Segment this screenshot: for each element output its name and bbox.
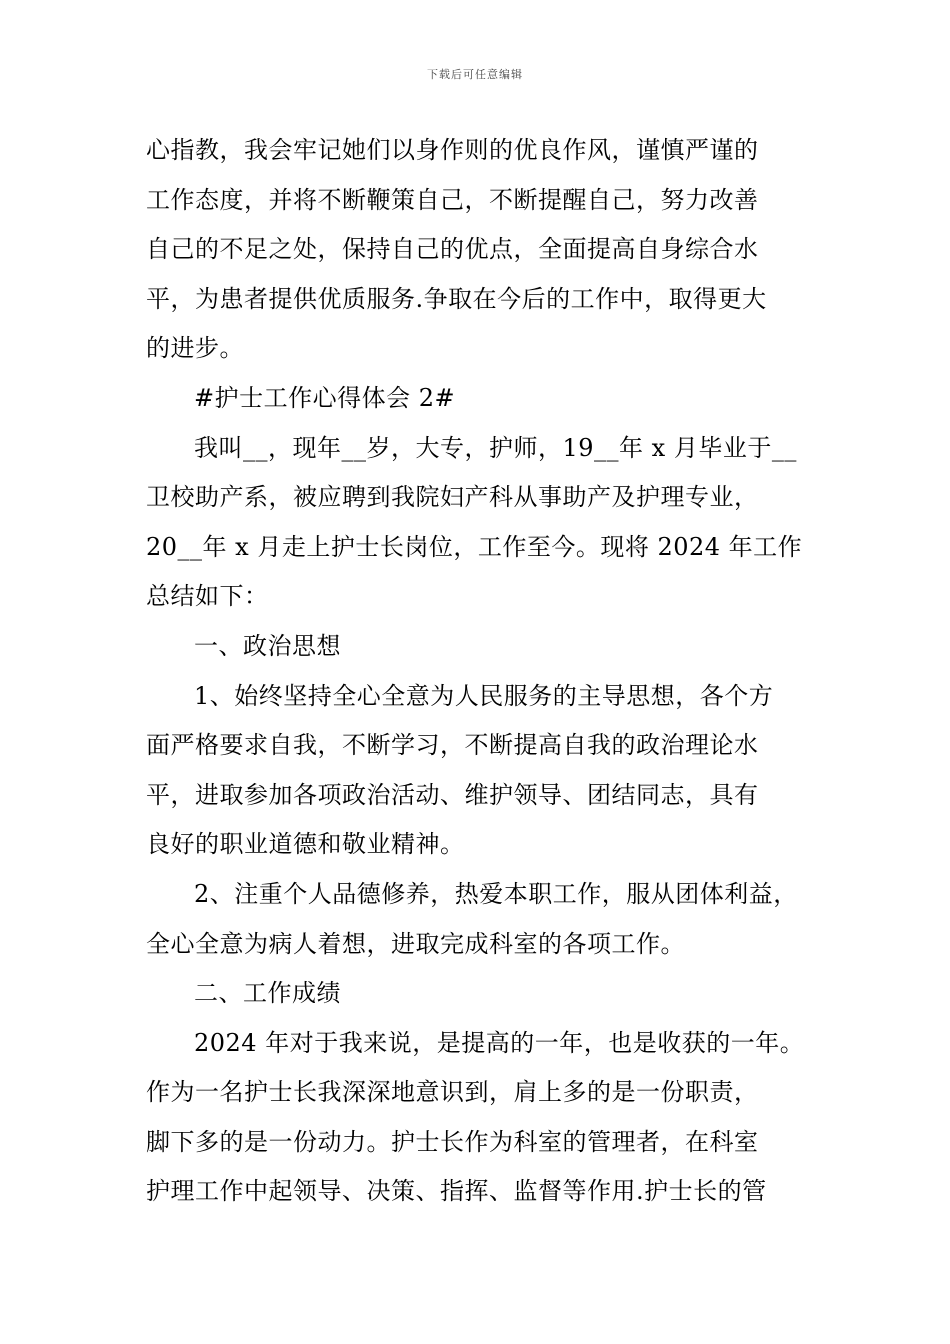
text-line: 良好的职业道德和敬业精神。 [146,830,465,859]
text-line: 2、注重个人品德修养，热爱本职工作，服从团体利益， [194,879,798,908]
text-line: 工作态度，并将不断鞭策自己，不断提醒自己，努力改善 [146,185,759,214]
text-line: 平，进取参加各项政治活动、维护领导、团结同志，具有 [146,780,759,809]
text-line: 卫校助产系，被应聘到我院妇产科从事助产及护理专业， [146,483,759,512]
text-line: 20__年 x 月走上护士长岗位，工作至今。现将 2024 年工作 [146,532,803,561]
document-body [146,126,810,1217]
text-line: 面严格要求自我，不断学习，不断提高自我的政治理论水 [146,731,759,760]
text-line: 平，为患者提供优质服务.争取在今后的工作中，取得更大 [146,284,767,313]
text-line: 的进步。 [146,334,244,363]
text-line: 脚下多的是一份动力。护士长作为科室的管理者，在科室 [146,1127,759,1156]
text-line: 全心全意为病人着想，进取完成科室的各项工作。 [146,929,685,958]
section-heading: #护士工作心得体会 2# [194,383,456,412]
text-line: 总结如下： [146,582,269,611]
text-line: 自己的不足之处，保持自己的优点，全面提高自身综合水 [146,235,759,264]
text-line: 2024 年对于我来说，是提高的一年，也是收获的一年。 [194,1028,805,1057]
text-line: 1、始终坚持全心全意为人民服务的主导思想，各个方 [194,681,774,710]
text-line: 心指教，我会牢记她们以身作则的优良作风，谨慎严谨的 [146,136,759,164]
section-heading: 二、工作成绩 [194,979,341,1008]
text-line: 我叫__，现年__岁，大专，护师，19__年 x 月毕业于__ [194,433,797,462]
text-line: 护理工作中起领导、决策、指挥、监督等作用.护士长的管 [146,1177,767,1206]
section-heading: 一、政治思想 [194,631,341,660]
page-header: 下载后可任意编辑 [427,68,523,81]
text-line: 作为一名护士长我深深地意识到，肩上多的是一份职责， [146,1078,759,1107]
